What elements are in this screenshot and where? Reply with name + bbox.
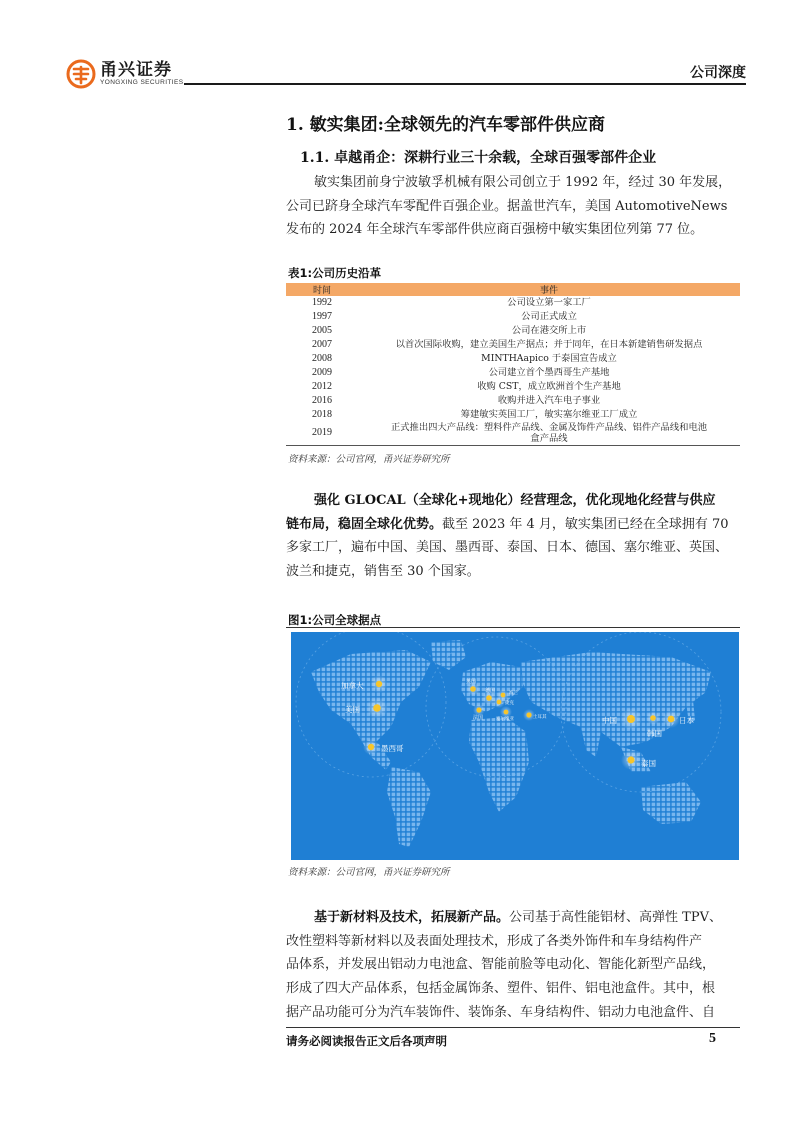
label-mexico: 墨西哥 (381, 744, 404, 753)
event-cell: 筹建敏实英国工厂，敏实塞尔维亚工厂成立 (460, 408, 638, 420)
paragraph-text: 截至 2023 年 4 月，敏实集团已经在全球拥有 70 (442, 516, 729, 532)
brand-logo (66, 58, 183, 90)
paragraph-line (286, 513, 740, 537)
footer-rule (286, 1027, 740, 1028)
label-usa: 美国 (345, 705, 360, 714)
document-type: 公司深度 (690, 65, 746, 81)
japan-marker (662, 710, 680, 728)
subsection-heading: 1.1. 卓越甬企：深耕行业三十余载，全球百强零部件企业 (300, 150, 657, 166)
label-czech: 捷克 (505, 701, 514, 706)
paragraph-line: 波兰和捷克，销售至 30 个国家。 (286, 564, 480, 580)
label-turkey: 土耳其 (533, 715, 547, 720)
event-cell: 收购 CST，成立欧洲首个生产基地 (477, 380, 621, 392)
page-header (66, 56, 746, 90)
usa-marker (366, 697, 388, 719)
products-paragraph (286, 906, 740, 1025)
label-japan: 日本 (679, 716, 694, 725)
paragraph-line: 敏实集团前身宁波敏孚机械有限公司创立于 1992 年，经过 30 年发展， (314, 175, 732, 190)
event-cell: MINTHAapico 于泰国宣告成立 (481, 353, 617, 364)
disclaimer-notice: 请务必阅读报告正文后各项声明 (286, 1034, 447, 1048)
event-line: 盒产品线 (530, 432, 568, 444)
mexico-marker (363, 739, 379, 755)
year-cell: 2005 (312, 325, 332, 337)
year-cell: 1992 (312, 297, 332, 309)
label-poland: 波兰 (509, 691, 518, 696)
year-cell: 2009 (312, 366, 332, 378)
table-row (286, 379, 740, 393)
table-row (286, 324, 740, 338)
event-cell: 以首次国际收购，建立美国生产据点；并于同年，在日本新建销售研发据点 (395, 339, 703, 351)
label-thailand: 泰国 (641, 759, 656, 768)
paragraph-line: 形成了四大产品体系，包括金属饰条、塑件、铝件、铝电池盒件。其中，根 (286, 981, 716, 997)
year-cell: 2007 (312, 339, 332, 351)
column-header-event: 事件 (358, 283, 740, 296)
label-germany: 德国 (485, 688, 496, 694)
paragraph-line: 改性塑料等新材料以及表面处理技术，形成了各类外饰件和车身结构件产 (286, 933, 703, 949)
table-row (286, 407, 740, 421)
bold-lead: 基于新材料及技术，拓展新产品。 (314, 910, 510, 925)
year-cell: 2012 (312, 380, 332, 392)
table-title: 表1:公司历史沿革 (288, 266, 382, 280)
header-rule (184, 83, 746, 85)
figure-source: 资料来源：公司官网，甬兴证券研究所 (288, 867, 450, 878)
paragraph-line: 发布的 2024 年全球汽车零部件供应商百强榜中敏实集团位列第 77 位。 (286, 222, 704, 238)
paragraph-line: 品体系，并发展出铝动力电池盒、智能前脸等电动化、智能化新型产品线， (286, 957, 716, 973)
history-table (286, 283, 740, 446)
event-cell (358, 421, 740, 445)
year-cell: 2016 (312, 394, 332, 406)
table-row (286, 352, 740, 366)
event-cell: 公司正式成立 (521, 311, 577, 323)
yongxing-logo-icon (66, 59, 96, 89)
figure-title: 图1:公司全球据点 (288, 613, 382, 627)
paragraph-line: 多家工厂，遍布中国、美国、墨西哥、泰国、日本、德国、塞尔维亚、英国、 (286, 540, 729, 556)
table-row (286, 421, 740, 445)
event-cell: 公司在港交所上市 (511, 325, 587, 337)
logo-english-name: YONGXING SECURITIES (100, 79, 184, 86)
logo-chinese-name: 甬兴证券 (100, 60, 172, 80)
year-cell: 1997 (312, 311, 332, 323)
year-cell: 2019 (286, 421, 358, 445)
paragraph-line: 公司已跻身全球汽车零配件百强企业。据盖世汽车，美国 AutomotiveNews (286, 198, 728, 214)
label-serbia: 塞尔维亚 (496, 717, 514, 722)
thailand-marker (621, 750, 641, 770)
table-row (286, 310, 740, 324)
bold-lead: 强化 GLOCAL（全球化+现地化）经营理念，优化现地化经营与供应 (314, 493, 716, 508)
table-source: 资料来源：公司官网，甬兴证券研究所 (288, 454, 450, 465)
korea-marker (646, 711, 660, 725)
label-uk: 英国 (466, 679, 477, 685)
label-canada: 加拿大 (341, 681, 364, 690)
table-row (286, 296, 740, 310)
table-row (286, 393, 740, 407)
intro-paragraph (286, 171, 740, 242)
bold-lead: 链布局，稳固全球化优势。 (286, 516, 443, 532)
paragraph-line (286, 489, 740, 513)
page-number: 5 (709, 1031, 716, 1046)
glocal-paragraph (286, 489, 740, 584)
column-header-time: 时间 (286, 283, 358, 296)
year-cell: 2018 (312, 408, 332, 420)
czech-marker (493, 696, 505, 708)
figure-rule (286, 627, 740, 628)
event-line: 正式推出四大产品线：塑料件产品线、金属及饰件产品线、铝件产品线和电池 (390, 421, 708, 433)
table-row (286, 365, 740, 379)
year-cell: 2008 (312, 353, 332, 364)
table-header-row (286, 283, 740, 296)
paragraph-line: 据产品功能可分为汽车装饰件、装饰条、车身结构件、铝动力电池盒件、自 (286, 1004, 716, 1020)
section-heading: 1. 敏实集团:全球领先的汽车零部件供应商 (286, 115, 605, 135)
event-cell: 公司设立第一家工厂 (507, 297, 591, 309)
event-cell: 收购并进入汽车电子事业 (497, 394, 601, 406)
paragraph-text: 公司基于高性能铝材、高弹性 TPV、 (509, 910, 722, 925)
canada-marker (370, 675, 388, 693)
paragraph-line (286, 906, 740, 930)
label-china: 中国 (602, 716, 617, 725)
global-footprint-map (291, 632, 739, 860)
table-row (286, 338, 740, 352)
label-france: 法国 (473, 715, 484, 721)
china-marker (620, 708, 642, 730)
label-korea: 韩国 (647, 729, 662, 738)
event-cell: 公司建立首个墨西哥生产基地 (488, 366, 610, 378)
